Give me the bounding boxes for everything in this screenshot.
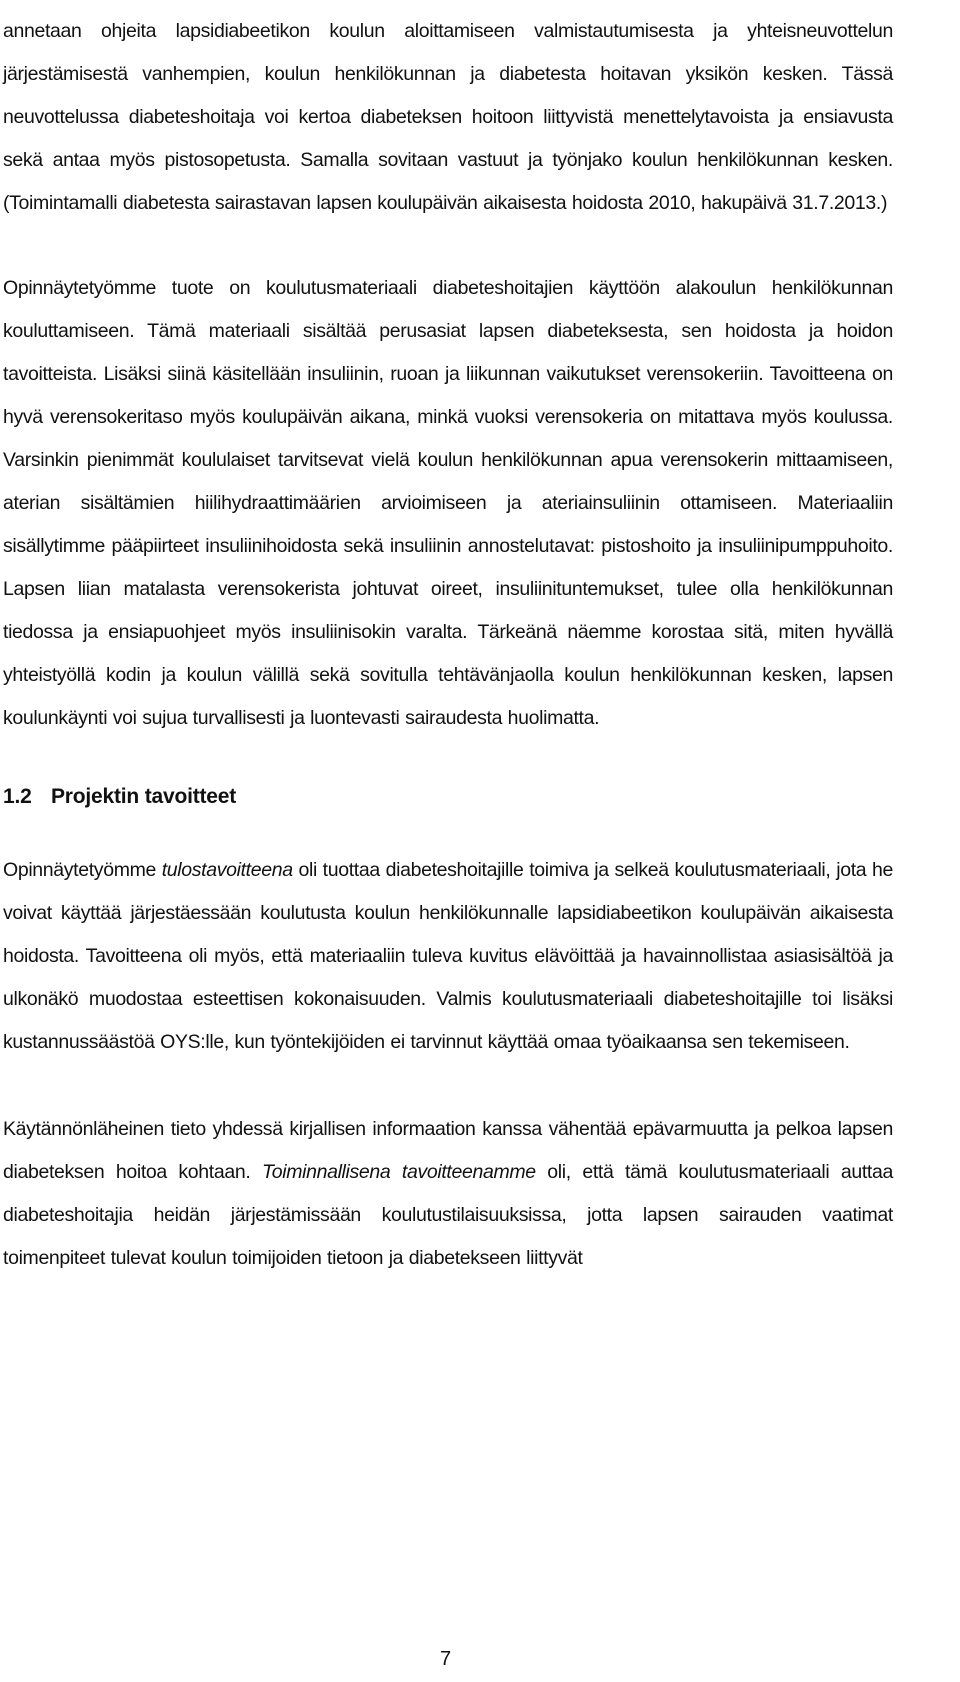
- page-content: [3, 10, 893, 1280]
- paragraph-4-emphasis: Toiminnallisena tavoitteenamme: [261, 1161, 536, 1183]
- paragraph-4-text-end: oli, että tämä koulutusmateriaali auttaa diabeteshoitajia heidän järjestämissään koulutustilaisuuksissa, jotta lapsen sairauden vaatimat toimenpiteet tulevat koulun toimijoiden tietoon ja diabetekseen liittyvät: [3, 1161, 893, 1269]
- paragraph-2: Opinnäytetyömme tuote on koulutusmateriaali diabeteshoitajien käyttöön alakoulun henkilökunnan kouluttamiseen. Tämä materiaali sisältää perusasiat lapsen diabeteksesta, sen hoidosta ja hoidon tavoitteista. Lisäksi siinä käsitellään insuliinin, ruoan ja liikunnan vaikutukset verensokeriin. Tavoitteena on hyvä verensokeritaso myös koulupäivän aikana, minkä vuoksi verensokeria on mitattava myös koulussa. Varsinkin pienimmät koululaiset tarvitsevat vielä koulun henkilökunnan apua verensokerin mittaamiseen, aterian sisältämien hiilihydraattimäärien arvioimiseen ja ateriainsuliinin ottamiseen. Materiaaliin sisällytimme pääpiirteet insuliinihoidosta sekä insuliinin annostelutavat: pistoshoito ja insuliinipumppuhoito. Lapsen liian matalasta verensokerista johtuvat oireet, insuliinituntemukset, tulee olla henkilökunnan tiedossa ja ensiapuohjeet myös insuliinisokin varalta. Tärkeänä näemme korostaa sitä, miten hyvällä yhteistyöllä kodin ja koulun välillä sekä sovitulla tehtävänjaolla koulun henkilökunnan kesken, lapsen koulunkäynti voi sujua turvallisesti ja luontevasti sairaudesta huolimatta.: [3, 277, 893, 729]
- paragraph-4: [3, 1108, 893, 1280]
- paragraph-3-emphasis: tulostavoitteena: [161, 859, 293, 881]
- page-number: 7: [440, 1648, 452, 1670]
- paragraph-4-text-start: Käytännönläheinen tieto yhdessä kirjallisen informaation kanssa vähentää epävarmuutta ja pelkoa lapsen diabeteksen hoitoa kohtaan.: [3, 1118, 893, 1183]
- section-title: Projektin tavoitteet: [51, 785, 237, 808]
- paragraph-3-text-start: Opinnäytetyömme: [3, 859, 162, 881]
- paragraph-3-text-end: oli tuottaa diabeteshoitajille toimiva ja selkeä koulutusmateriaali, jota he voivat käyttää järjestäessään koulutusta koulun henkilökunnalle lapsidiabeetikon koulupäivän aikaisesta hoidosta. Tavoitteena oli myös, että materiaaliin tuleva kuvitus elävöittää ja havainnollistaa asiasisältöä ja ulkonäkö muodostaa esteettisen kokonaisuuden. Valmis koulutusmateriaali diabeteshoitajille toi lisäksi kustannussäästöä OYS:lle, kun työntekijöiden ei tarvinnut käyttää omaa työaikaansa sen tekemiseen.: [3, 859, 893, 1053]
- section-number: 1.2: [3, 785, 32, 808]
- paragraph-3: [3, 849, 893, 1064]
- paragraph-1: annetaan ohjeita lapsidiabeetikon koulun aloittamiseen valmistautumisesta ja yhteisneuvottelun järjestämisestä vanhempien, koulun henkilökunnan ja diabetesta hoitavan yksikön kesken. Tässä neuvottelussa diabeteshoitaja voi kertoa diabeteksen hoitoon liittyvistä menettelytavoista ja ensiavusta sekä antaa myös pistosopetusta. Samalla sovitaan vastuut ja työnjako koulun henkilökunnan kesken. (Toimintamalli diabetesta sairastavan lapsen koulupäivän aikaisesta hoidosta 2010, hakupäivä 31.7.2013.): [3, 20, 893, 214]
- section-heading: [3, 783, 893, 811]
